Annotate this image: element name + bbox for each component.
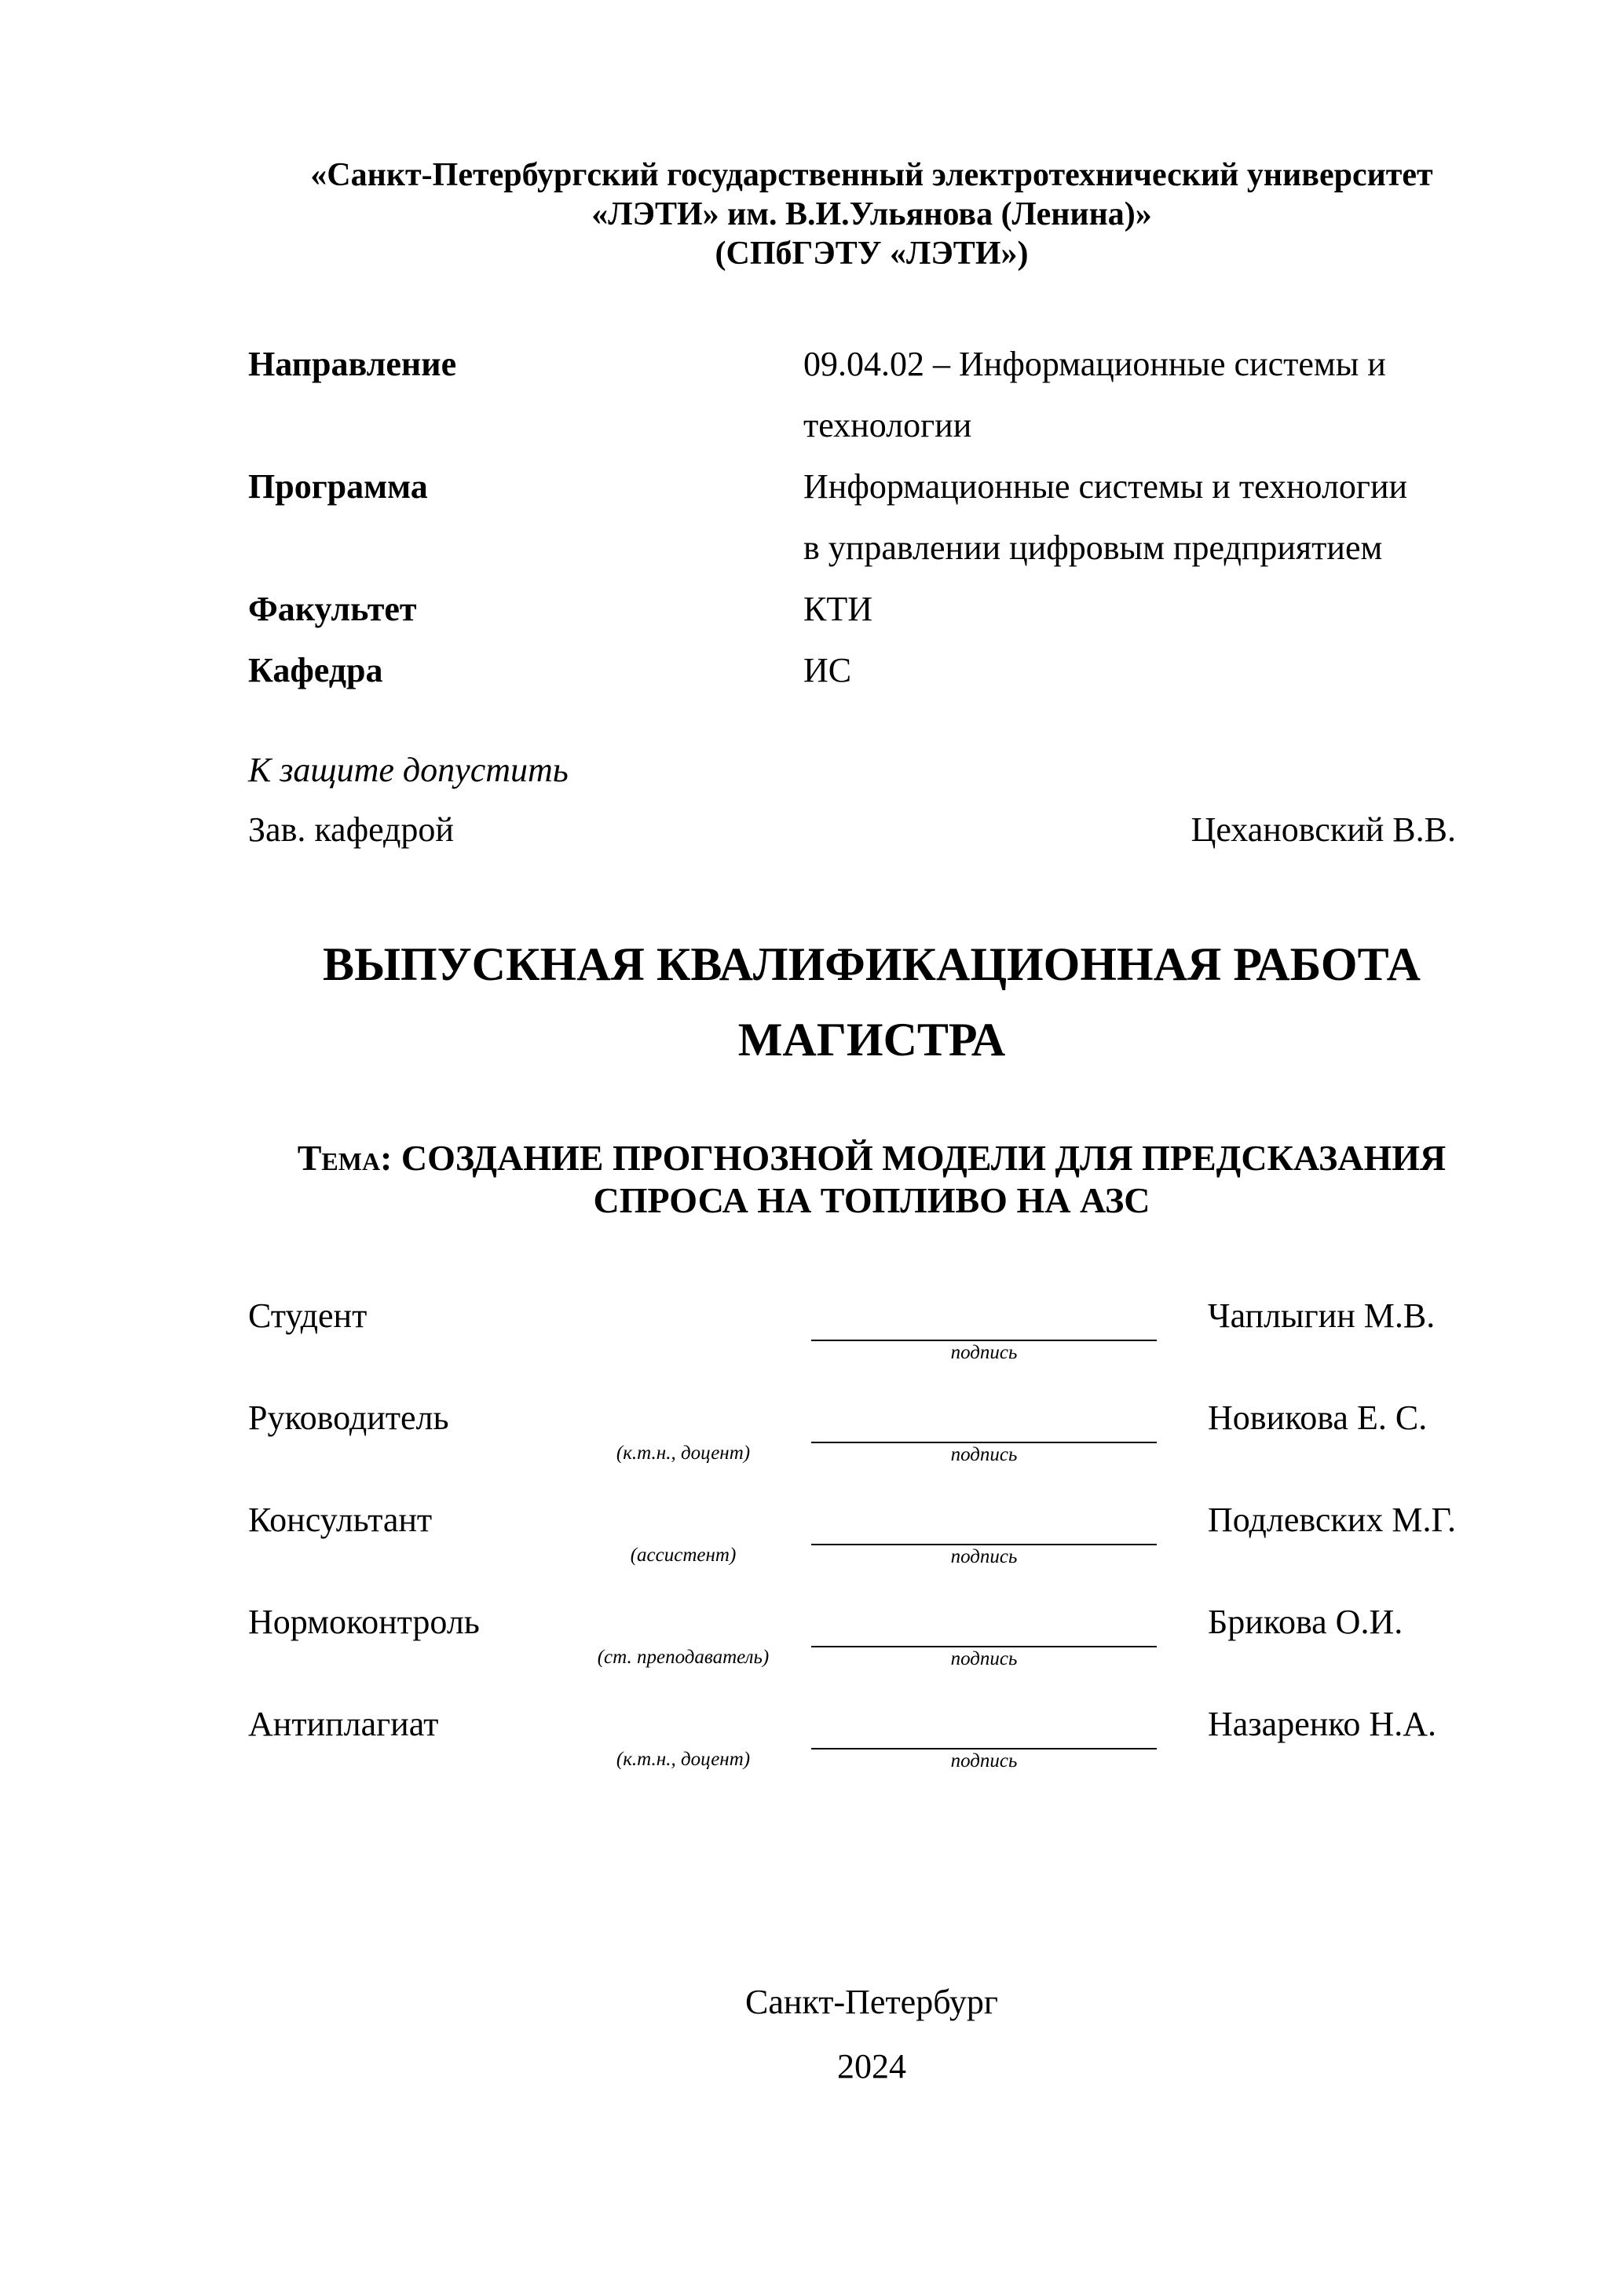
university-name-line-2: «ЛЭТИ» им. В.И.Ульянова (Ленина)» [591, 196, 1152, 232]
signature-name-supervisor: Новикова Е. С. [1208, 1398, 1428, 1437]
program-label: Программа [248, 467, 428, 506]
signature-caption: подпись [950, 1750, 1018, 1771]
department-value: ИС [803, 651, 852, 689]
signature-caption: подпись [950, 1546, 1018, 1567]
signature-name-student: Чаплыгин М.В. [1208, 1296, 1436, 1335]
program-value-line-1: Информационные системы и технологии [803, 467, 1408, 506]
signature-name-consultant: Подлевских М.Г. [1208, 1501, 1456, 1539]
signature-caption: подпись [950, 1444, 1018, 1465]
signature-caption: подпись [950, 1648, 1018, 1669]
topic-label: Тема: [297, 1138, 393, 1178]
signature-caption: подпись [950, 1342, 1018, 1363]
admit-to-defense-text: К защите допустить [248, 751, 569, 789]
thesis-title-line-1: ВЫПУСКНАЯ КВАЛИФИКАЦИОННАЯ РАБОТА [323, 938, 1421, 990]
signature-rank-consultant: (ассистент) [630, 1545, 737, 1566]
signature-name-antiplagiarism: Назаренко Н.А. [1208, 1705, 1436, 1743]
signature-rank-antiplagiarism: (к.т.н., доцент) [616, 1749, 751, 1770]
signature-name-normcontrol: Брикова О.И. [1208, 1603, 1403, 1641]
signature-role-consultant: Консультант [248, 1501, 433, 1539]
program-value-line-2: в управлении цифровым предприятием [803, 528, 1383, 567]
head-of-department-role: Зав. кафедрой [248, 810, 454, 849]
direction-value-line-1: 09.04.02 – Информационные системы и [803, 345, 1386, 383]
signature-rank-normcontrol: (ст. преподаватель) [597, 1647, 770, 1668]
signature-role-student: Студент [248, 1296, 368, 1335]
faculty-label: Факультет [248, 590, 417, 628]
topic-line-1 [157, 1137, 1586, 1179]
university-name-line-1: «Санкт-Петербургский государственный электротехнический университет [310, 157, 1433, 193]
signature-role-antiplagiarism: Антиплагиат [248, 1705, 439, 1743]
signature-role-normcontrol: Нормоконтроль [248, 1603, 480, 1641]
topic-text-line-1: СОЗДАНИЕ ПРОГНОЗНОЙ МОДЕЛИ ДЛЯ ПРЕДСКАЗАНИЯ [401, 1138, 1447, 1178]
department-label: Кафедра [248, 651, 383, 689]
topic-text-line-2: СПРОСА НА ТОПЛИВО НА АЗС [593, 1180, 1150, 1220]
thesis-title-line-2: МАГИСТРА [737, 1014, 1006, 1066]
direction-label: Направление [248, 345, 457, 383]
head-of-department-name: Цехановский В.В. [1191, 810, 1456, 849]
direction-value-line-2: технологии [803, 406, 972, 444]
year: 2024 [837, 2047, 906, 2086]
faculty-value: КТИ [803, 590, 872, 628]
signature-role-supervisor: Руководитель [248, 1398, 449, 1437]
university-abbreviation: (СПбГЭТУ «ЛЭТИ») [715, 236, 1029, 272]
signature-rank-supervisor: (к.т.н., доцент) [616, 1442, 751, 1464]
city: Санкт-Петербург [745, 1983, 998, 2021]
